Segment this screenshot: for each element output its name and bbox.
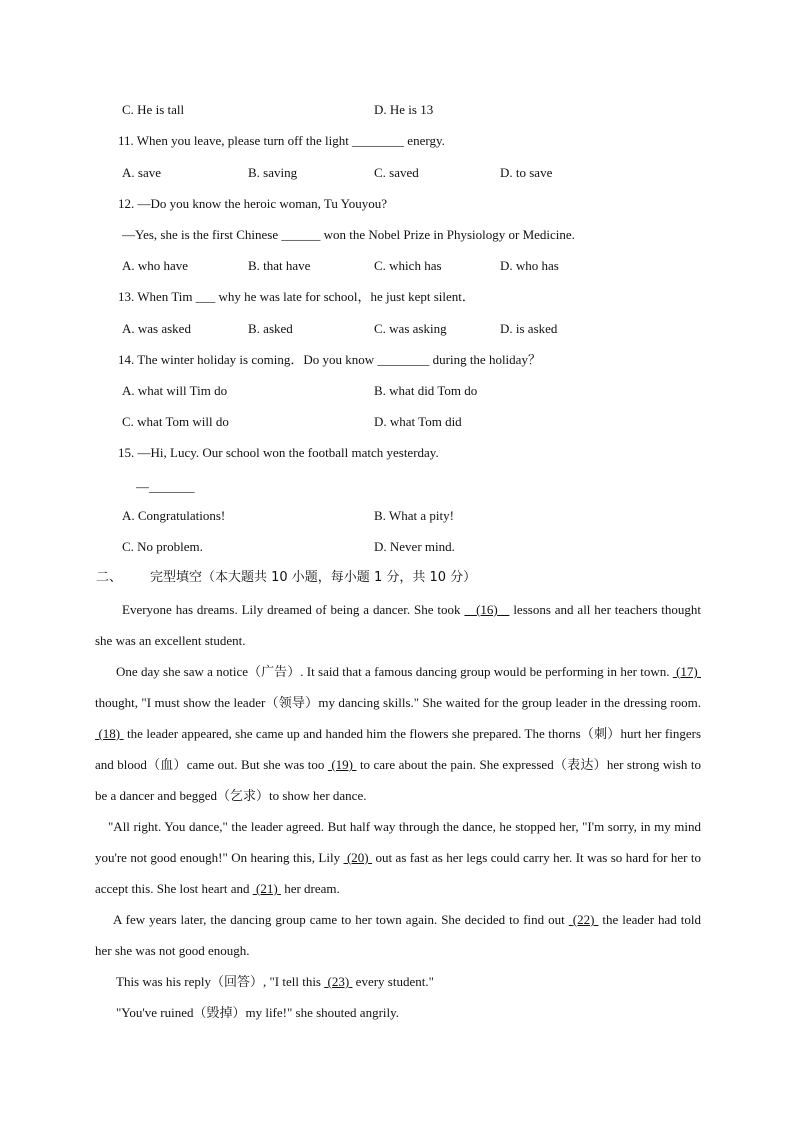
q13-option-a: A. was asked — [122, 321, 191, 336]
blank-23: (23) — [327, 974, 350, 989]
q11-option-a: A. save — [122, 165, 161, 180]
passage-paragraph-4: A few years later, the dancing group came to her town again. She decided to find out (22) the leader had told her she was not good enough. — [95, 912, 701, 958]
q11-option-c: C. saved — [374, 165, 419, 180]
section-2-number: 二、 — [96, 570, 123, 585]
q13-stem: 13. When Tim ___ why he was late for school，he just kept silent． — [118, 289, 475, 304]
q12-stem-reply: —Yes, she is the first Chinese ______ won the Nobel Prize in Physiology or Medicine. — [122, 227, 575, 242]
q15-stem: 15. —Hi, Lucy. Our school won the football match yesterday. — [118, 445, 439, 460]
q14-option-a: A. what will Tim do — [122, 383, 228, 398]
q15-option-d: D. Never mind. — [374, 539, 455, 554]
blank-22: (22) — [572, 912, 595, 927]
q11-option-b: B. saving — [248, 165, 298, 180]
q12-stem: 12. —Do you know the heroic woman, Tu Youyou? — [118, 196, 388, 211]
passage-paragraph-1: Everyone has dreams. Lily dreamed of being a dancer. She took (16) lessons and all her teachers thought she was an excellent student. — [95, 602, 701, 648]
q14-option-c: C. what Tom will do — [122, 414, 229, 429]
q13-option-b: B. asked — [248, 321, 293, 336]
q12-options — [0, 257, 794, 275]
q13-options — [0, 320, 794, 338]
q10-option-c: C. He is tall — [122, 102, 185, 117]
q14-option-b: B. what did Tom do — [374, 383, 478, 398]
blank-16: (16) — [476, 602, 498, 617]
q13-option-d: D. is asked — [500, 321, 558, 336]
passage-paragraph-3: "All right. You dance," the leader agreed. But half way through the dance, he stopped her, "I'm sorry, in my mind you're not good enough!" On hearing this, Lily (20) out as fast as her legs could carry her. It was so hard for her to accept this. She lost heart and (21) her dream. — [95, 819, 702, 896]
q14-option-d: D. what Tom did — [374, 414, 462, 429]
q11-options — [0, 164, 794, 182]
q15-option-a: A. Congratulations! — [122, 508, 226, 523]
blank-19: (19) — [331, 757, 353, 772]
q12-option-c: C. which has — [374, 258, 442, 273]
q14-options-row1 — [0, 382, 794, 400]
q15-stem-reply: —_______ — [136, 479, 195, 494]
passage-paragraph-6: "You've ruined（毁掉）my life!" she shouted angrily. — [116, 1005, 400, 1020]
passage-paragraph-5: This was his reply（回答）, "I tell this (23) every student." — [116, 974, 434, 989]
blank-17: (17) — [676, 664, 698, 679]
q15-option-c: C. No problem. — [122, 539, 203, 554]
blank-21: (21) — [256, 881, 278, 896]
q15-option-b: B. What a pity! — [374, 508, 454, 523]
q12-option-a: A. who have — [122, 258, 189, 273]
blank-20: (20) — [346, 850, 369, 865]
q11-option-d: D. to save — [500, 165, 553, 180]
q14-stem: 14. The winter holiday is coming．Do you know ________ during the holiday？ — [118, 352, 541, 367]
q12-option-b: B. that have — [248, 258, 311, 273]
q11-stem: 11. When you leave, please turn off the light ________ energy. — [118, 133, 445, 148]
cloze-passage — [95, 594, 701, 1028]
q15-options-row2 — [0, 538, 794, 556]
q12-option-d: D. who has — [500, 258, 559, 273]
q14-options-row2 — [0, 413, 794, 431]
q10-option-d: D. He is 13 — [374, 102, 434, 117]
q15-options-row1 — [0, 507, 794, 525]
q13-option-c: C. was asking — [374, 321, 447, 336]
passage-paragraph-2: One day she saw a notice（广告）. It said that a famous dancing group would be performing in her town. (17) thought, "I must show the leader（领导）my dancing skills." She waited for the group leader in the dressing room. (18) the leader appeared, she came up and handed him the flowers she prepared. The thorns（刺）hurt her fingers and blood（血）came out. But she was too (19) to care about the pain. She expressed（表达）her strong wish to be a dancer and begged（乞求）to show her dance. — [95, 664, 702, 803]
blank-18: (18) — [98, 726, 121, 741]
section-2-title: 完型填空（本大题共 10 小题，每小题 1 分，共 10 分） — [150, 570, 477, 585]
q10-options — [0, 101, 794, 119]
